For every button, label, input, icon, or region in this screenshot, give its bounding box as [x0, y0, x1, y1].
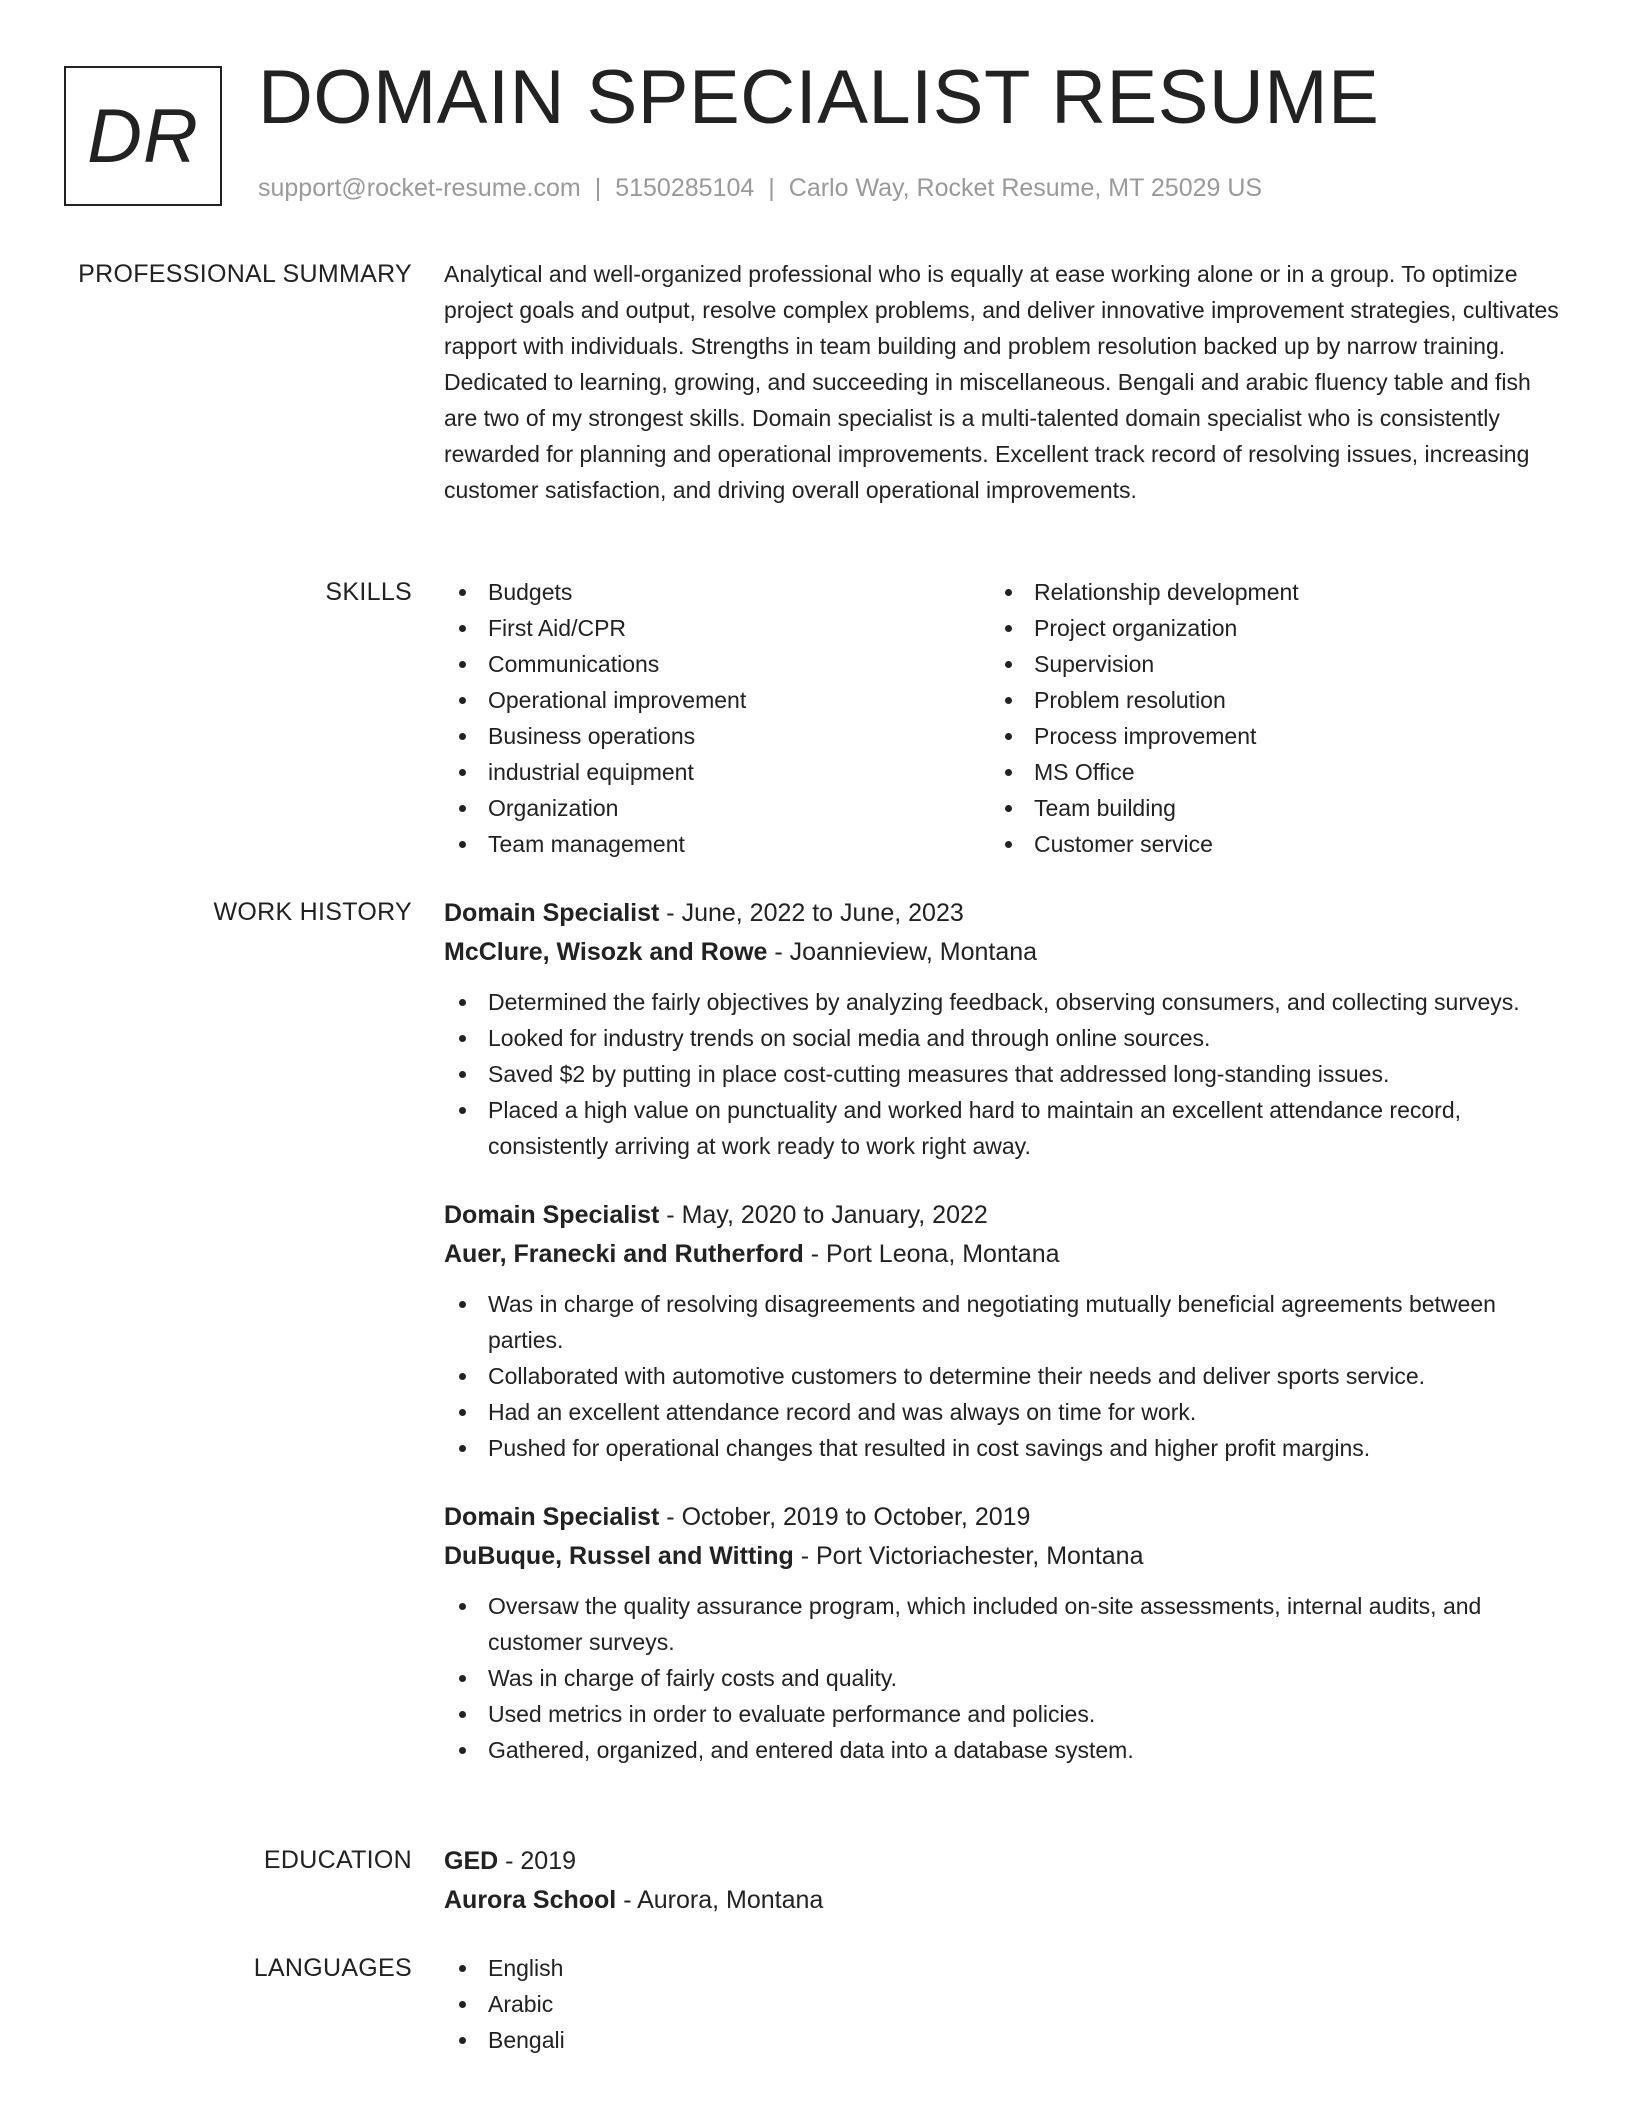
skill-item: Customer service	[990, 826, 1536, 862]
job-bullet-list	[444, 1588, 1560, 1768]
summary-text: Analytical and well-organized professional who is equally at ease working alone or in a group. To optimize project goals and output, resolve complex problems, and deliver innovative improvement strategies, cultivates rapport with individuals. Strengths in team building and problem resolution backed up by narrow training. Dedicated to learning, growing, and succeeding in miscellaneous. Bengali and arabic fluency table and fish are two of my strongest skills. Domain specialist is a multi-talented domain specialist who is consistently rewarded for planning and operational improvements. Excellent track record of resolving issues, increasing customer satisfaction, and driving overall operational improvements.	[444, 261, 1559, 503]
education-location: - Aurora, Montana	[616, 1886, 824, 1914]
work-history-heading: WORK HISTORY	[213, 898, 412, 926]
skill-item: First Aid/CPR	[444, 610, 990, 646]
skills-list-left	[444, 574, 990, 862]
contact-email[interactable]: support@rocket-resume.com	[258, 174, 581, 202]
skill-item: Problem resolution	[990, 682, 1536, 718]
job-bullet: Placed a high value on punctuality and worked hard to maintain an excellent attendance record, consistently arriving at work ready to work right away.	[444, 1092, 1560, 1164]
job-company-line	[444, 1235, 1560, 1274]
job-company: Auer, Franecki and Rutherford	[444, 1240, 804, 1268]
education-school: Aurora School	[444, 1886, 617, 1914]
skill-item: Process improvement	[990, 718, 1536, 754]
education-body	[444, 1842, 1560, 1920]
skill-item: Communications	[444, 646, 990, 682]
skill-item: Budgets	[444, 574, 990, 610]
job-dates: - October, 2019 to October, 2019	[659, 1503, 1031, 1531]
contact-separator: |	[594, 174, 602, 202]
job-bullet: Oversaw the quality assurance program, which included on-site assessments, internal audits, and customer surveys.	[444, 1588, 1560, 1660]
job-bullet: Saved $2 by putting in place cost-cutting measures that addressed long-standing issues.	[444, 1056, 1560, 1092]
skill-item: Operational improvement	[444, 682, 990, 718]
job-location: - Joannieview, Montana	[767, 938, 1038, 966]
job-entry	[444, 1498, 1560, 1768]
skill-item: MS Office	[990, 754, 1536, 790]
job-location: - Port Leona, Montana	[803, 1240, 1060, 1268]
job-bullet: Collaborated with automotive customers to determine their needs and deliver sports service.	[444, 1358, 1560, 1394]
job-company-line	[444, 933, 1560, 972]
job-entry	[444, 894, 1560, 1164]
language-item: Bengali	[444, 2022, 1560, 2058]
monogram-initials: DR	[87, 93, 199, 179]
languages-list	[444, 1950, 1560, 2058]
contact-address: Carlo Way, Rocket Resume, MT 25029 US	[788, 174, 1263, 202]
job-bullet: Was in charge of fairly costs and quality.	[444, 1660, 1560, 1696]
skill-item: Team building	[990, 790, 1536, 826]
job-location: - Port Victoriachester, Montana	[793, 1542, 1144, 1570]
contact-line	[258, 174, 1262, 203]
job-dates: - May, 2020 to January, 2022	[659, 1201, 988, 1229]
contact-separator: |	[768, 174, 775, 202]
languages-body	[444, 1950, 1560, 2058]
skill-item: Relationship development	[990, 574, 1536, 610]
education-year: - 2019	[498, 1847, 577, 1875]
resume-title: DOMAIN SPECIALIST RESUME	[258, 55, 1380, 140]
languages-heading: LANGUAGES	[253, 1954, 412, 1982]
language-item: Arabic	[444, 1986, 1560, 2022]
skills-heading: SKILLS	[325, 578, 412, 606]
job-bullet: Had an excellent attendance record and was always on time for work.	[444, 1394, 1560, 1430]
contact-phone[interactable]: 5150285104	[615, 174, 755, 202]
skill-item: Team management	[444, 826, 990, 862]
skill-item: Organization	[444, 790, 990, 826]
job-title: Domain Specialist	[444, 1503, 660, 1531]
language-item: English	[444, 1950, 1560, 1986]
skill-item: Project organization	[990, 610, 1536, 646]
skills-list-right	[990, 574, 1536, 862]
job-bullet: Was in charge of resolving disagreements and negotiating mutually beneficial agreements between parties.	[444, 1286, 1560, 1358]
work-history-body	[444, 894, 1560, 1800]
job-company: McClure, Wisozk and Rowe	[444, 938, 768, 966]
job-bullet: Gathered, organized, and entered data into a database system.	[444, 1732, 1560, 1768]
job-bullet: Determined the fairly objectives by analyzing feedback, observing consumers, and collecting surveys.	[444, 984, 1560, 1020]
job-title-line	[444, 894, 1560, 933]
job-company: DuBuque, Russel and Witting	[444, 1542, 794, 1570]
job-bullet: Pushed for operational changes that resulted in cost savings and higher profit margins.	[444, 1430, 1560, 1466]
job-entry	[444, 1196, 1560, 1466]
education-school-line	[444, 1881, 1560, 1920]
job-dates: - June, 2022 to June, 2023	[659, 899, 964, 927]
job-bullet-list	[444, 984, 1560, 1164]
education-degree-line	[444, 1842, 1560, 1881]
skills-grid	[444, 574, 1560, 862]
job-bullet: Used metrics in order to evaluate performance and policies.	[444, 1696, 1560, 1732]
summary-heading: PROFESSIONAL SUMMARY	[78, 260, 412, 288]
skill-item: industrial equipment	[444, 754, 990, 790]
job-title: Domain Specialist	[444, 899, 660, 927]
job-title: Domain Specialist	[444, 1201, 660, 1229]
skill-item: Supervision	[990, 646, 1536, 682]
job-bullet-list	[444, 1286, 1560, 1466]
monogram-badge	[64, 66, 222, 206]
skill-item: Business operations	[444, 718, 990, 754]
education-degree: GED	[444, 1847, 499, 1875]
job-title-line	[444, 1196, 1560, 1235]
job-title-line	[444, 1498, 1560, 1537]
job-bullet: Looked for industry trends on social media and through online sources.	[444, 1020, 1560, 1056]
job-company-line	[444, 1537, 1560, 1576]
education-heading: EDUCATION	[263, 1846, 412, 1874]
summary-body	[444, 256, 1560, 508]
